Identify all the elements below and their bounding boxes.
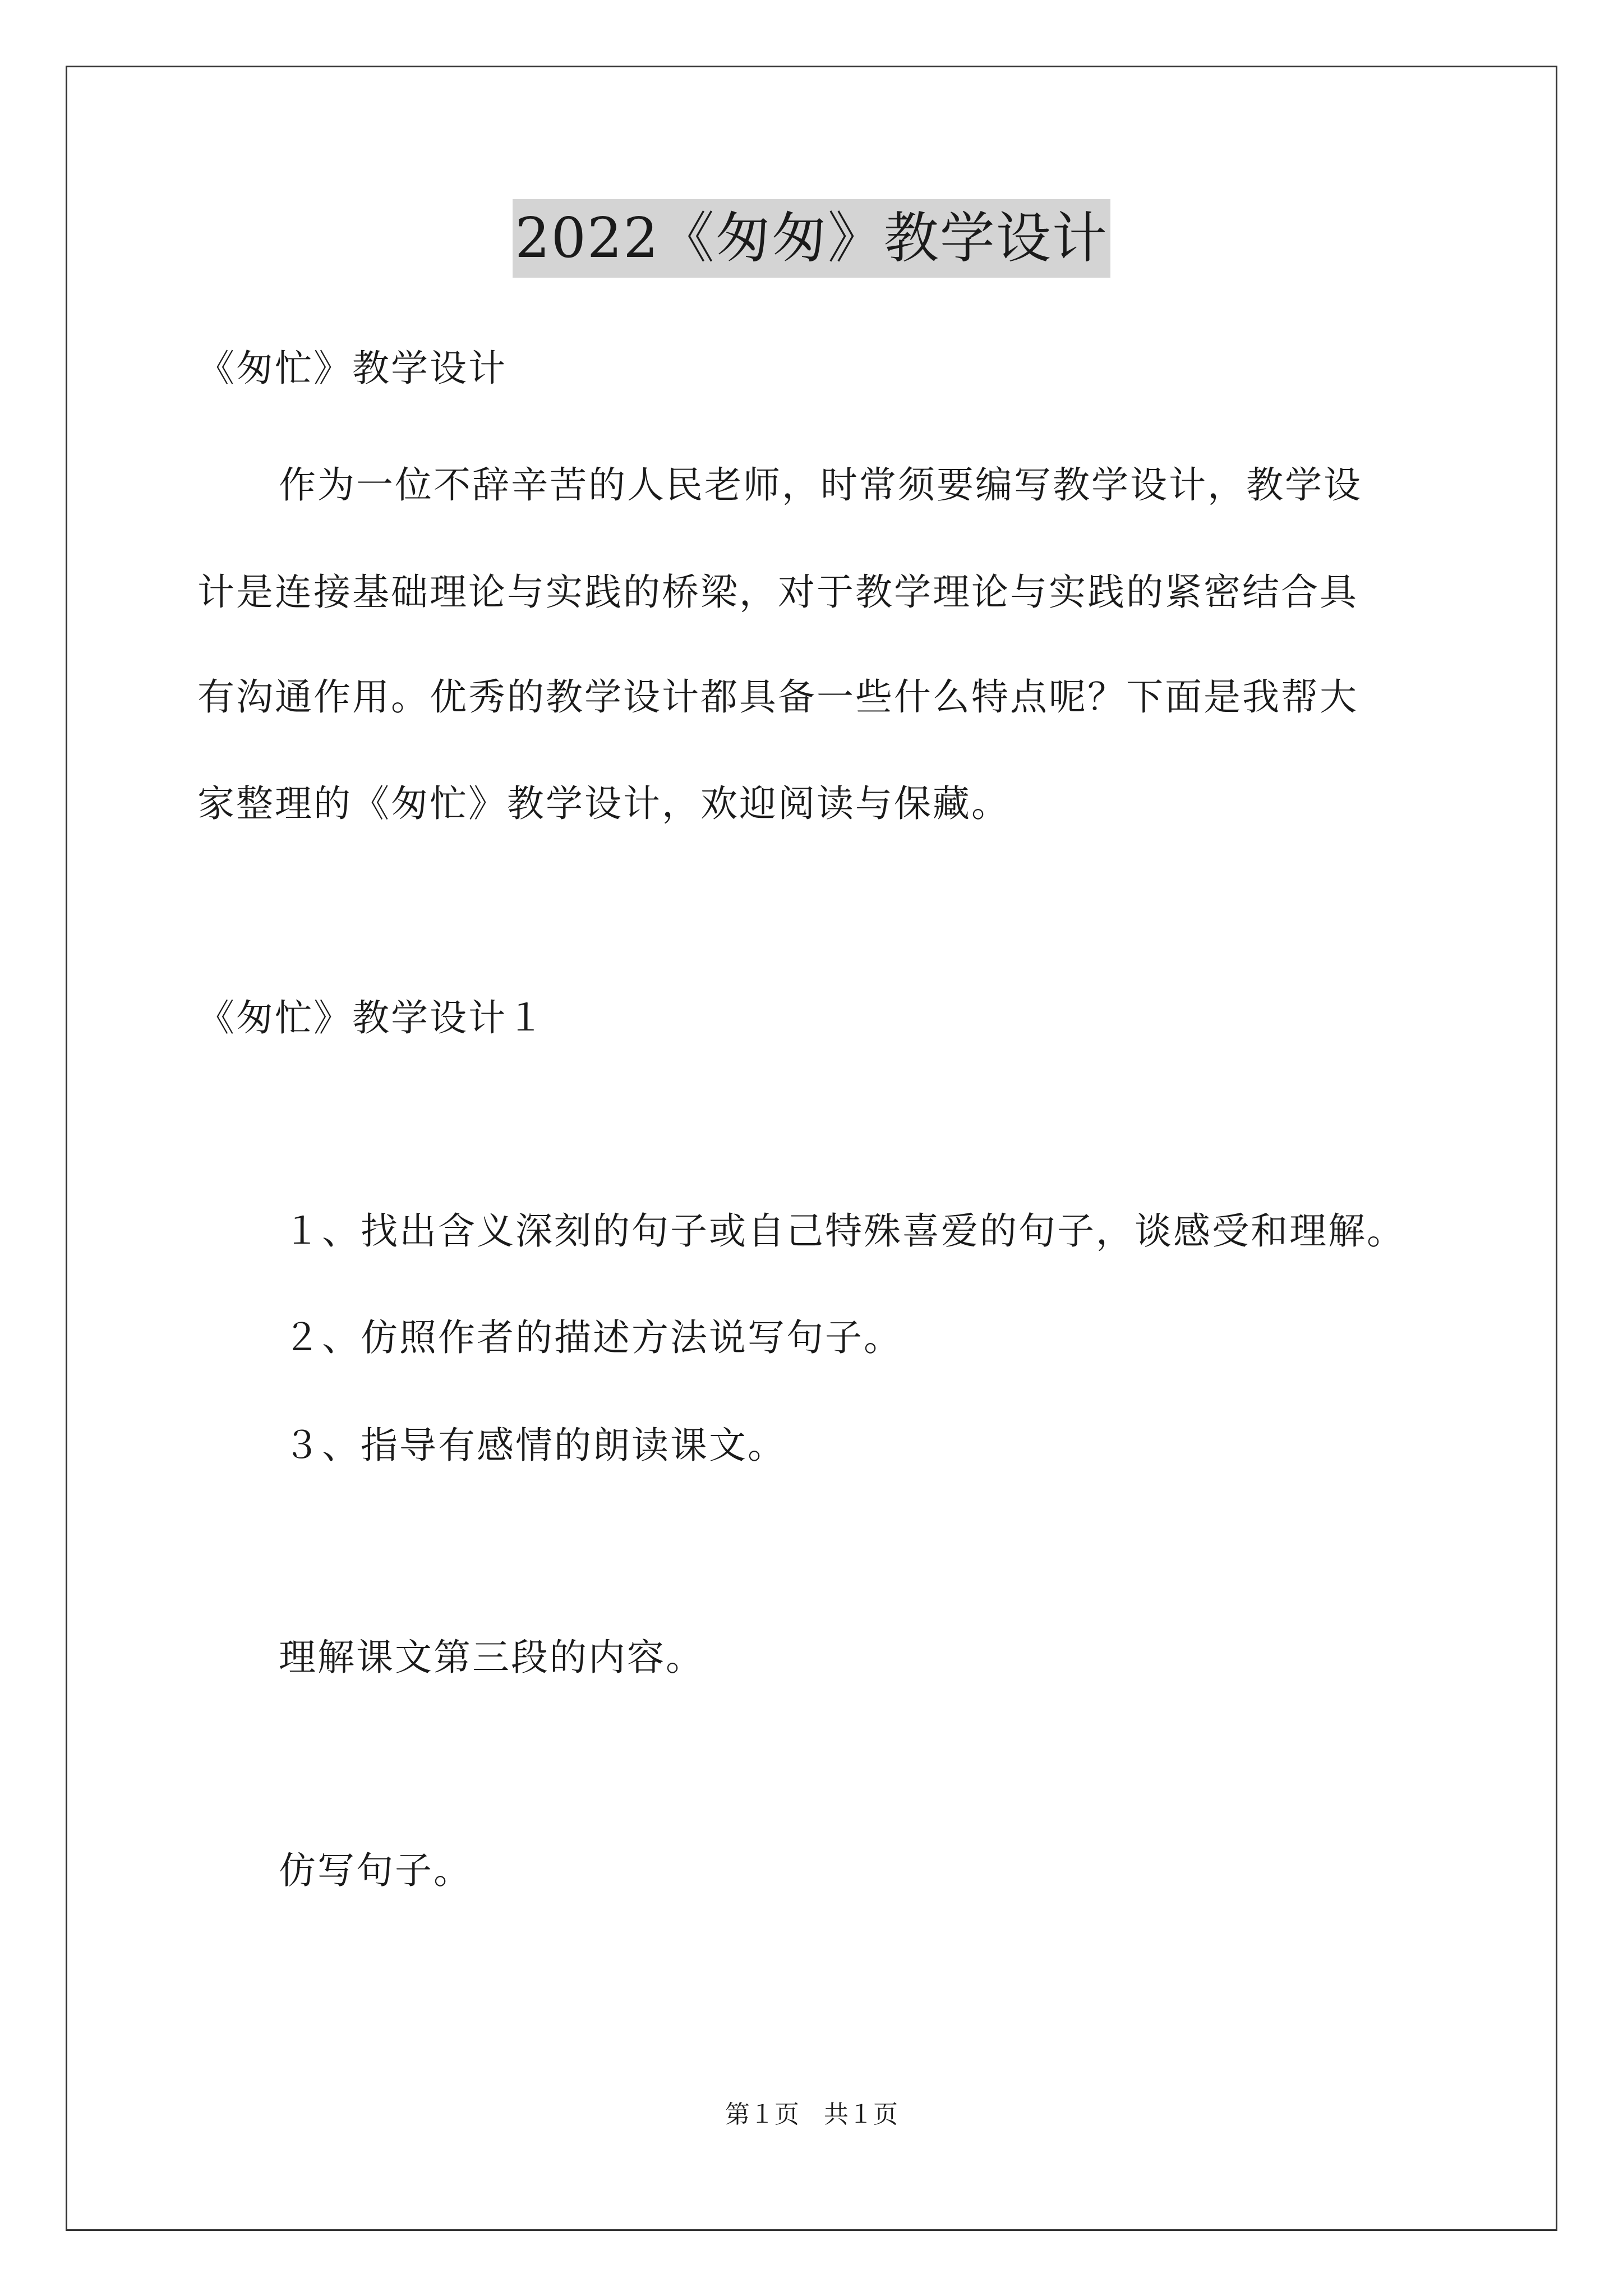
objective-1: １、找出含义深刻的句子或自己特殊喜爱的句子，谈感受和理解。 (283, 1209, 1405, 1253)
doc-subtitle: 《匆忙》教学设计 (197, 347, 507, 390)
title-wrapper (0, 199, 1623, 278)
intro-line-1: 作为一位不辞辛苦的人民老师，时常须要编写教学设计，教学设 (279, 463, 1362, 507)
section-heading: 《匆忙》教学设计１ (197, 996, 546, 1039)
page-title: 2022《匆匆》教学设计 (513, 199, 1110, 278)
intro-line-2: 计是连接基础理论与实践的桥梁，对于教学理论与实践的紧密结合具 (197, 570, 1358, 614)
page-footer: 第１页 共１页 (725, 2100, 898, 2129)
objective-2: ２、仿照作者的描述方法说写句子。 (283, 1316, 902, 1359)
objective-3: ３、指导有感情的朗读课文。 (283, 1424, 786, 1467)
intro-line-3: 有沟通作用。优秀的教学设计都具备一些什么特点呢？下面是我帮大 (197, 675, 1358, 719)
intro-line-4: 家整理的《匆忙》教学设计，欢迎阅读与保藏。 (197, 782, 1010, 825)
teaching-focus: 理解课文第三段的内容。 (279, 1636, 704, 1679)
teaching-difficulty: 仿写句子。 (279, 1849, 472, 1892)
